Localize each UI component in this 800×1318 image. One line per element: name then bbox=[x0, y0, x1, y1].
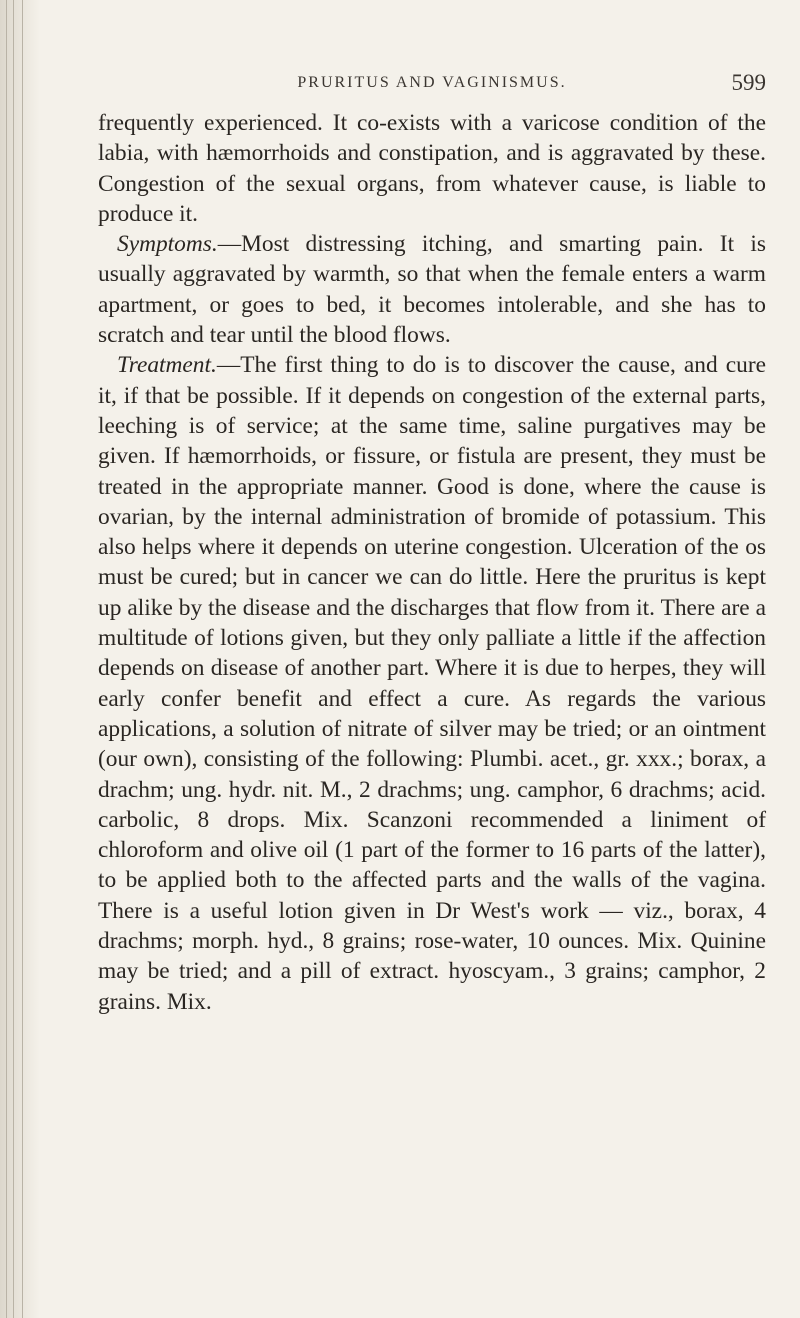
paragraph-text: —Most distressing itching, and smarting pain. It is usually aggravated by warmth, so that when the female enters a warm apartment, or goes to bed, it becomes intolerable, and she has to scratch and tear until the blood flows. bbox=[98, 231, 766, 349]
running-title: PRURITUS AND VAGINISMUS. bbox=[297, 74, 567, 91]
gutter-edge-line bbox=[22, 0, 23, 1318]
paragraph-symptoms bbox=[98, 229, 766, 350]
paragraph-text: frequently experienced. It co-exists with a varicose condition of the labia, with hæmorrhoids and constipation, and is aggravated by these. Congestion of the sexual organs, from whatever cause, is liable to produce it. bbox=[98, 110, 766, 227]
gutter-edge-line bbox=[6, 0, 7, 1318]
body-text bbox=[98, 108, 766, 1017]
gutter-edge-line bbox=[13, 0, 14, 1318]
page-number: 599 bbox=[731, 70, 766, 95]
section-heading-symptoms: Symptoms. bbox=[117, 231, 218, 258]
binding-gutter bbox=[0, 0, 40, 1318]
paragraph-text: —The first thing to do is to discover the cause, and cure it, if that be possible. If it depends on congestion of the external parts, leeching is of service; at the same time, saline purgatives may be given. If hæmorrhoids, or fissure, or fistula are present, they must be treated in the appropriate manner. Good is done, where the cause is ovarian, by the internal administration of bromide of potassium. This also helps where it depends on uterine congestion. Ulceration of the os must be cured; but in cancer we can do little. Here the pruritus is kept up alike by the disease and the discharges that flow from it. There are a multitude of lotions given, but they only palliate a little if the affection depends on disease of another part. Where it is due to herpes, they will early confer benefit and effect a cure. As regards the various applications, a solution of nitrate of silver may be tried; or an ointment (our own), consisting of the following: Plumbi. acet., gr. xxx.; borax, a drachm; ung. hydr. nit. M., 2 drachms; ung. camphor, 6 drachms; acid. carbolic, 8 drops. Mix. Scanzoni recommended a liniment of chloroform and olive oil (1 part of the former to 16 parts of the latter), to be applied both to the affected parts and the walls of the vagina. There is a useful lotion given in Dr West's work — viz., borax, 4 drachms; morph. hyd., 8 grains; rose-water, 10 ounces. Mix. Quinine may be tried; and a pill of extract. hyoscyam., 3 grains; camphor, 2 grains. Mix. bbox=[98, 352, 766, 1015]
running-header bbox=[98, 70, 766, 108]
section-heading-treatment: Treatment. bbox=[117, 352, 217, 379]
book-page bbox=[98, 70, 766, 1017]
paragraph-continuation bbox=[98, 108, 766, 229]
paragraph-treatment bbox=[98, 350, 766, 1017]
